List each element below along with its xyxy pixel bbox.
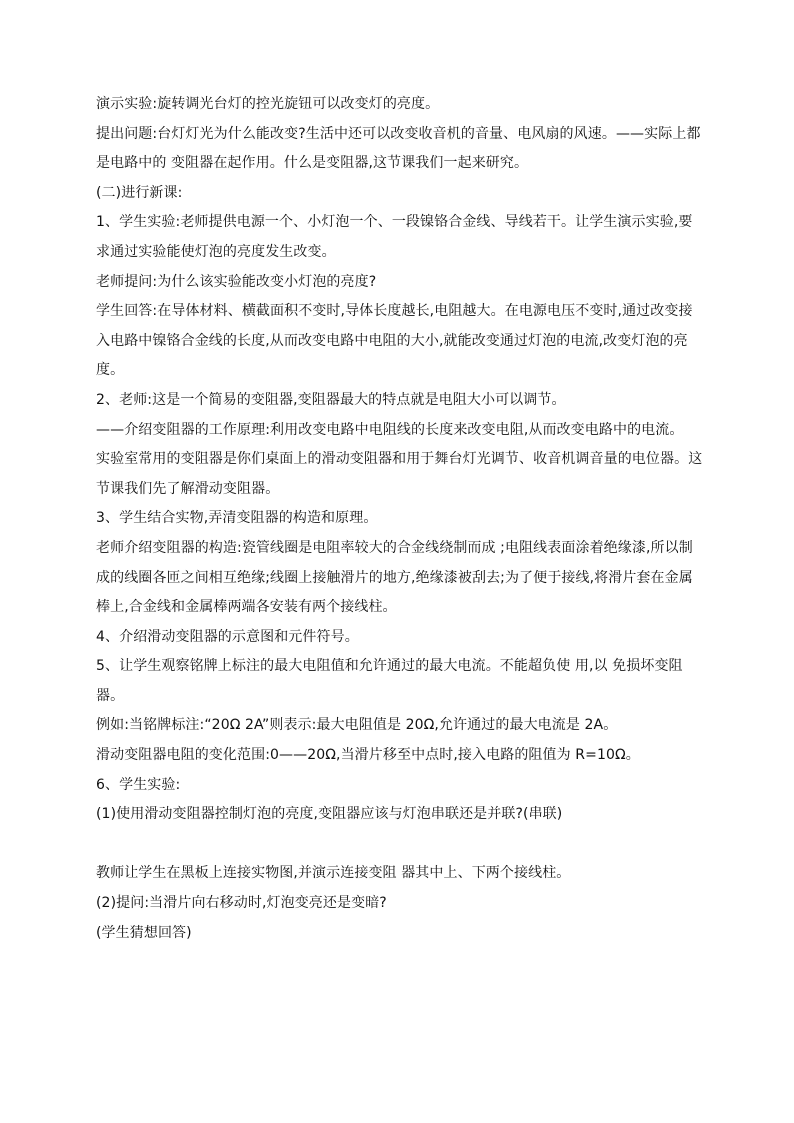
paragraph-example: 例如:当铭牌标注:“20Ω 2A”则表示:最大电阻值是 20Ω,允许通过的最大电流是 2A。 bbox=[96, 717, 618, 734]
paragraph-sub-2: (2)提问:当滑片向右移动时,灯泡变亮还是变暗? bbox=[96, 895, 387, 912]
paragraph-new-lesson-heading: (二)进行新课: bbox=[96, 184, 183, 201]
paragraph-step-1: 1、学生实验:老师提供电源一个、小灯泡一个、一段镍铬合金线、导线若干。让学生演示实验,要求通过实验能使灯泡的亮度发生改变。 bbox=[96, 214, 693, 260]
paragraph-working-principle: ——介绍变阻器的工作原理:利用改变电路中电阻线的长度来改变电阻,从而改变电路中的电流。 bbox=[96, 421, 684, 438]
paragraph-range: 滑动变阻器电阻的变化范围:0——20Ω,当滑片移至中点时,接入电路的阻值为 R=10Ω。 bbox=[96, 747, 640, 764]
paragraph-student-answer: 学生回答:在导体材料、横截面积不变时,导体长度越长,电阻越大。在电源电压不变时,通过改变接入电路中镍铬合金线的长度,从而改变电路中电阻的大小,就能改变通过灯泡的电流,改变灯泡的亮度。 bbox=[96, 303, 693, 379]
paragraph-teacher-question: 老师提问:为什么该实验能改变小灯泡的亮度? bbox=[96, 273, 377, 290]
paragraph-step-6: 6、学生实验: bbox=[96, 776, 181, 793]
paragraph-blackboard: 教师让学生在黑板上连接实物图,并演示连接变阻 器其中上、下两个接线柱。 bbox=[96, 865, 571, 882]
paragraph-step-3: 3、学生结合实物,弄清变阻器的构造和原理。 bbox=[96, 510, 378, 527]
blank-line bbox=[96, 830, 706, 860]
paragraph-demo-experiment: 演示实验:旋转调光台灯的控光旋钮可以改变灯的亮度。 bbox=[96, 96, 440, 112]
paragraph-sub-1: (1)使用滑动变阻器控制灯泡的亮度,变阻器应该与灯泡串联还是并联?(串联) bbox=[96, 806, 563, 823]
document-body bbox=[96, 90, 706, 948]
paragraph-question: 提出问题:台灯灯光为什么能改变?生活中还可以改变收音机的音量、电风扇的风速。——实际上都是电路中的 变阻器在起作用。什么是变阻器,这节课我们一起来研究。 bbox=[96, 125, 701, 172]
paragraph-structure: 老师介绍变阻器的构造:瓷管线圈是电阻率较大的合金线绕制而成 ;电阻线表面涂着绝缘漆,所以制成的线圈各匝之间相互绝缘;线圈上接触滑片的地方,绝缘漆被刮去;为了便于接线,将滑片套在金属棒上,合金线和金属棒两端各安装有两个接线柱。 bbox=[96, 539, 693, 616]
paragraph-step-2: 2、老师:这是一个简易的变阻器,变阻器最大的特点就是电阻大小可以调节。 bbox=[96, 391, 566, 408]
paragraph-lab-rheostat: 实验室常用的变阻器是你们桌面上的滑动变阻器和用于舞台灯光调节、收音机调音量的电位器。这节课我们先了解滑动变阻器。 bbox=[96, 451, 703, 497]
paragraph-step-4: 4、介绍滑动变阻器的示意图和元件符号。 bbox=[96, 628, 359, 645]
paragraph-step-5: 5、让学生观察铭牌上标注的最大电阻值和允许通过的最大电流。不能超负使 用,以 免损坏变阻器。 bbox=[96, 658, 683, 704]
paragraph-student-guess: (学生猜想回答) bbox=[96, 924, 192, 941]
